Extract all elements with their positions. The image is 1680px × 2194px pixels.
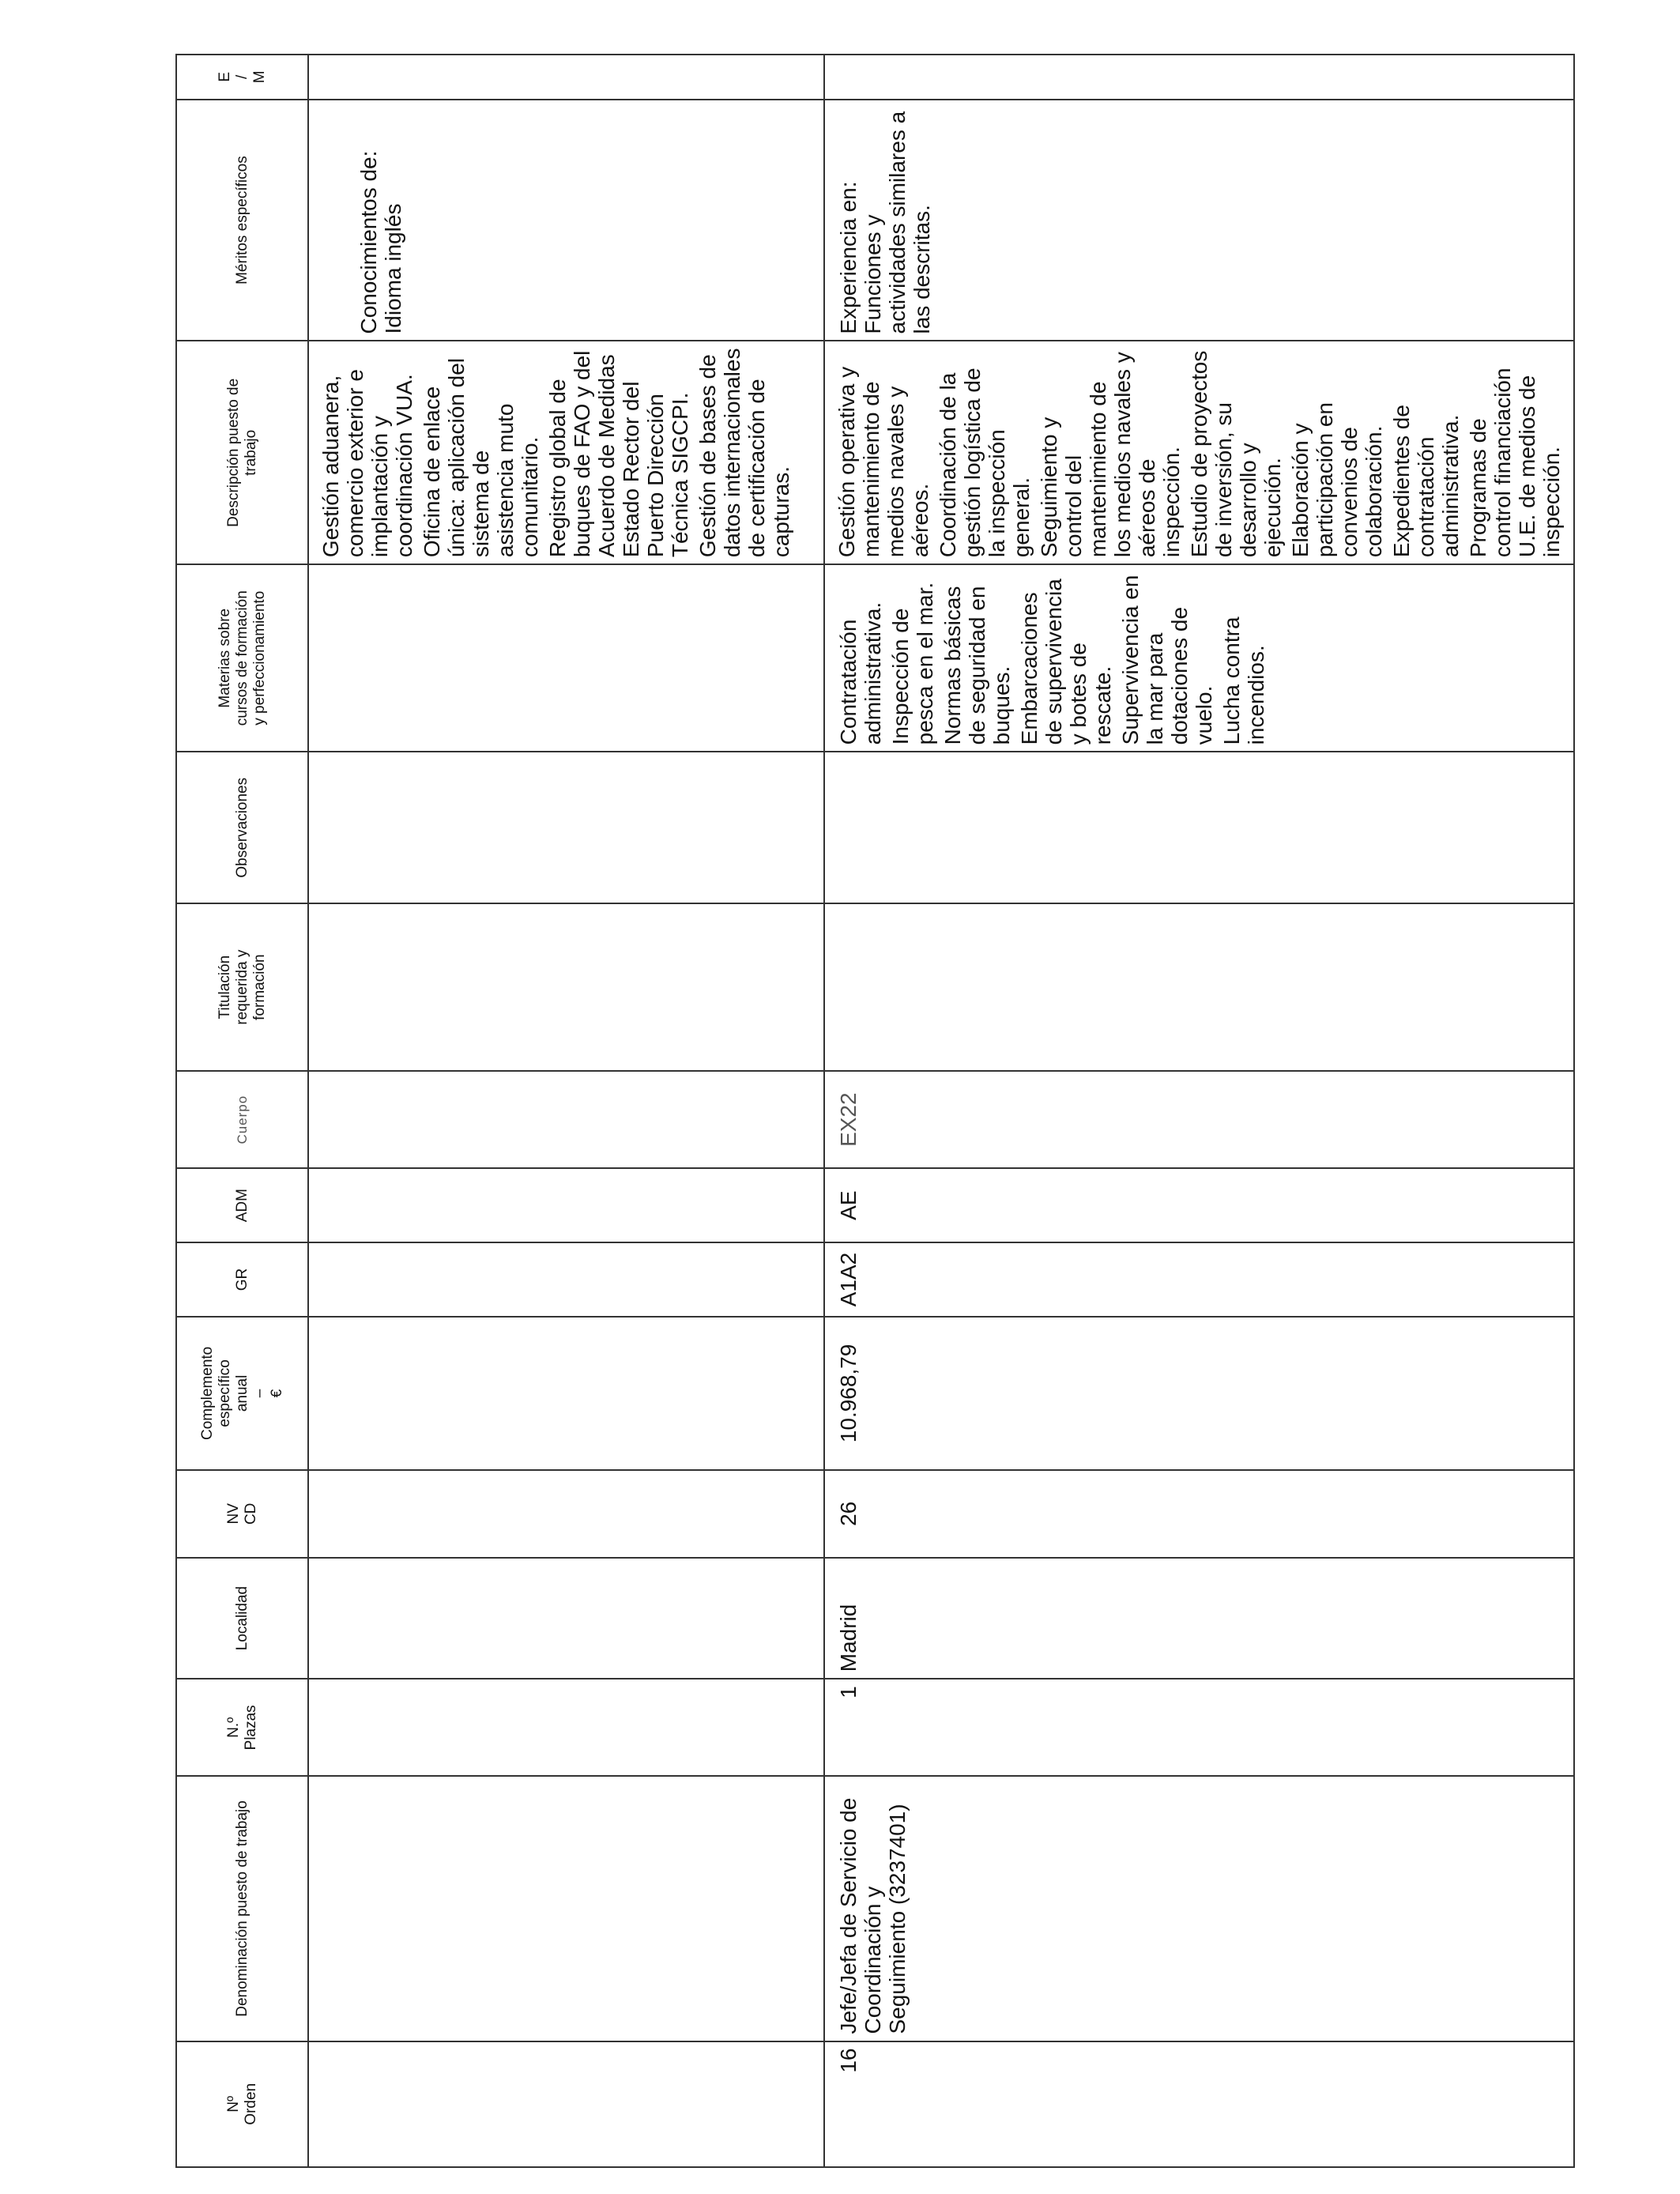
cell-grupo: A1A2: [824, 1242, 1574, 1317]
header-materias: Materias sobre cursos de formación y perfeccionamiento: [176, 564, 308, 752]
descripcion-item: Elaboración y participación en convenios de colaboración.: [1288, 402, 1386, 558]
meritos-line: Funciones y actividades similares a las descritas.: [861, 111, 934, 334]
header-observaciones: Observaciones: [176, 752, 308, 903]
header-plazas: N.º Plazas: [176, 1679, 308, 1776]
cell-materias: [824, 564, 1574, 752]
cell-complemento: [308, 1317, 824, 1470]
header-descripcion: Descripción puesto de trabajo: [176, 341, 308, 565]
header-grupo: GR: [176, 1242, 308, 1317]
header-nivel: NV CD: [176, 1470, 308, 1558]
cell-grupo: [308, 1242, 824, 1317]
header-titulacion: Titulación requerida y formación: [176, 903, 308, 1071]
descripcion-item: Expedientes de contratación administrativa.: [1389, 405, 1463, 558]
cell-complemento: 10.968,79: [824, 1317, 1574, 1470]
cell-orden: [308, 2041, 824, 2167]
cell-observaciones: [824, 752, 1574, 903]
cell-cuerpo: [308, 1071, 824, 1168]
materias-item: Inspección de pesca en el mar.: [888, 582, 937, 745]
meritos-line: Experiencia en:: [836, 181, 861, 334]
cell-meritos: [824, 100, 1574, 341]
cell-adm: AE: [824, 1168, 1574, 1242]
materias-item: Contratación administrativa.: [836, 601, 885, 745]
table-row: [824, 55, 1574, 2167]
descripcion-item: Registro global de buques de FAO y del Acuerdo de Medidas Estado Rector del Puerto Dirección Técnica SIGCPI.: [545, 350, 692, 558]
descripcion-item: Gestión de bases de datos internacionales de certificación de capturas.: [695, 348, 793, 558]
header-row: [176, 55, 308, 2167]
descripcion-item: Gestión operativa y mantenimiento de medios navales y aéreos.: [834, 366, 932, 558]
cell-nivel: [308, 1470, 824, 1558]
cell-orden: 16: [824, 2041, 1574, 2167]
job-positions-table: [175, 54, 1575, 2168]
cell-localidad: [308, 1558, 824, 1679]
materias-item: Supervivencia en la mar para dotaciones de vuelo.: [1118, 575, 1216, 745]
materias-item: Normas básicas de seguridad en buques.: [940, 586, 1014, 745]
header-orden: Nº Orden: [176, 2041, 308, 2167]
cell-nivel: 26: [824, 1470, 1574, 1558]
header-adm: ADM: [176, 1168, 308, 1242]
cell-plazas: 1: [824, 1679, 1574, 1776]
meritos-line: Idioma inglés: [381, 203, 405, 334]
table-row: [308, 55, 824, 2167]
cell-descripcion: [308, 341, 824, 565]
header-em: E / M: [176, 55, 308, 100]
header-meritos: Méritos específicos: [176, 100, 308, 341]
descripcion-item: Coordinación de la gestión logística de la inspección general.: [936, 368, 1034, 558]
rotated-table-wrapper: [175, 54, 1564, 2168]
cell-descripcion: [824, 341, 1574, 565]
cell-titulacion: [308, 903, 824, 1071]
cell-observaciones: [308, 752, 824, 903]
descripcion-item: Gestión aduanera, comercio exterior e implantación y coordinación VUA.: [318, 369, 416, 558]
materias-item: Embarcaciones de supervivencia y botes de rescate.: [1017, 579, 1115, 745]
materias-item: Lucha contra incendios.: [1219, 616, 1268, 745]
descripcion-item: Programas de control financiación U.E. de medios de inspección.: [1466, 368, 1564, 558]
meritos-line: Conocimientos de:: [356, 150, 381, 334]
descripcion-item: Estudio de proyectos de inversión, su desarrollo y ejecución.: [1187, 350, 1285, 558]
header-denominacion: Denominación puesto de trabajo: [176, 1776, 308, 2041]
cell-denominacion: Jefe/Jefa de Servicio de Coordinación y Seguimiento (3237401): [824, 1776, 1574, 2041]
cell-cuerpo: EX22: [824, 1071, 1574, 1168]
cell-titulacion: [824, 903, 1574, 1071]
descripcion-item: Seguimiento y control del mantenimiento de los medios navales y aéreos de inspección.: [1037, 352, 1184, 558]
cell-em: [824, 55, 1574, 100]
cell-meritos: [308, 100, 824, 341]
header-localidad: Localidad: [176, 1558, 308, 1679]
cell-em: [308, 55, 824, 100]
cell-localidad: Madrid: [824, 1558, 1574, 1679]
cell-plazas: [308, 1679, 824, 1776]
header-complemento: Complemento específico anual – €: [176, 1317, 308, 1470]
header-cuerpo: Cuerpo: [176, 1071, 308, 1168]
cell-adm: [308, 1168, 824, 1242]
descripcion-item: Oficina de enlace única: aplicación del sistema de asistencia muto comunitario.: [420, 357, 542, 558]
cell-materias: [308, 564, 824, 752]
cell-denominacion: [308, 1776, 824, 2041]
